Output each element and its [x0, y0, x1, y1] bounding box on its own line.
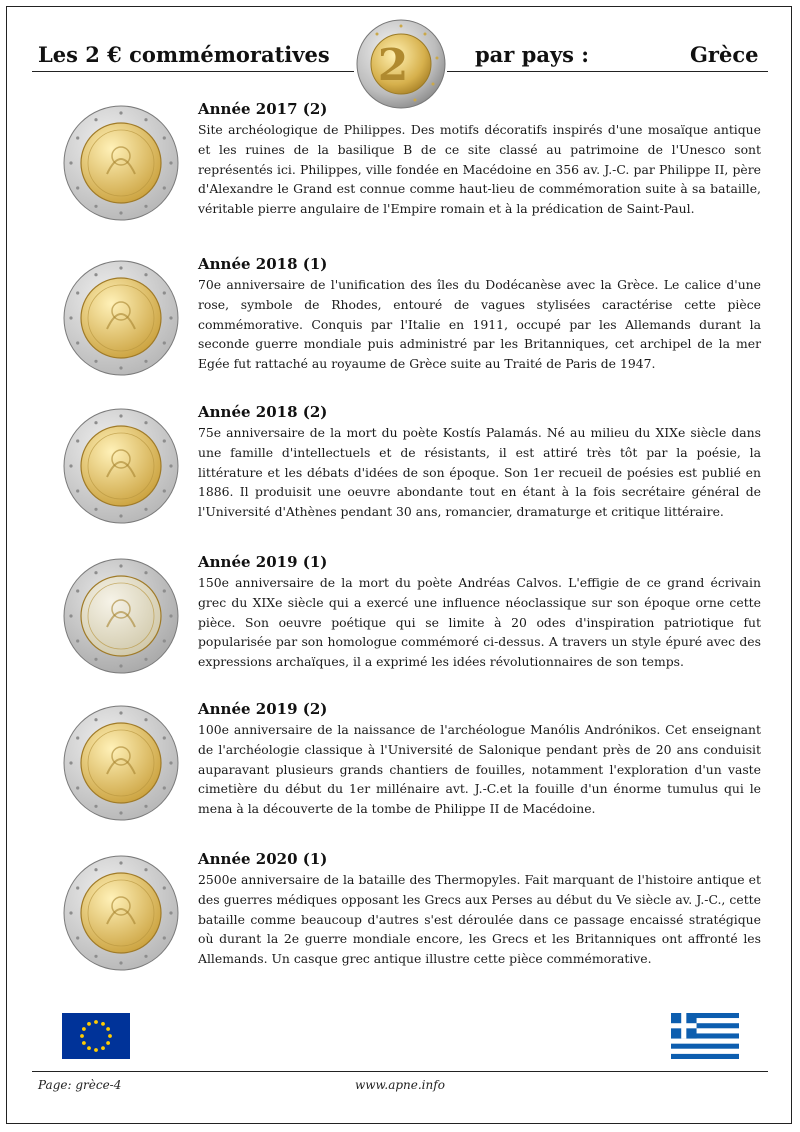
eu-star [82, 1041, 86, 1045]
eu-star [94, 1020, 98, 1024]
footer-rule [32, 1071, 768, 1072]
eu-star [106, 1041, 110, 1045]
footer-page: Page: grèce-4 [38, 1078, 122, 1092]
entry-description: 70e anniversaire de l'unification des îles du Dodécanèse avec la Grèce. Le calice d'une rose, symbole de Rhodes, entouré de vagues stylisées caractérise cette pièce commémorative. Conquis par l'Italie en 1911, occupé par les Allemands durant la seconde guerre mondiale puis administré par les Britanniques, cet archipel de la mer Egée fut rattaché au royaume de Grèce suite au Traité de Paris de 1947. [198, 277, 761, 372]
entry-description: 100e anniversaire de la naissance de l'archéologue Manólis Andrónikos. Cet enseignant de l'archéologie classique à l'Université de Salonique pendant près de 20 ans conduisit auparavant plusieurs grands chantiers de fouilles, notamment l'exploration d'un vaste cimetière du début du 1er millénaire avt. J.-C.et la fouille d'un énorme tumulus qui le mena à la découverte de la tombe de Philippe II de Macédoine. [198, 722, 761, 817]
eu-star [106, 1027, 110, 1031]
header-country: Grèce [690, 42, 759, 67]
eu-star [108, 1034, 112, 1038]
eu-star [101, 1046, 105, 1050]
entry-description: 2500e anniversaire de la bataille des Thermopyles. Fait marquant de l'histoire antique et des guerres médiques opposant les Grecs aux Perses au début du Ve siècle av. J.-C., cette bataille comme beaucoup d'autres s'est déroulée dans ce passage encaissé stratégique où durant la 2e guerre mondiale encore, les Grecs et les Britanniques ont affronté les Allemands. Un casque grec antique illustre cette pièce commémorative. [198, 872, 761, 967]
eu-star [101, 1022, 105, 1026]
footer-site[interactable]: www.apne.info [355, 1078, 445, 1092]
eu-flag-icon [62, 1013, 130, 1059]
entry-description: 150e anniversaire de la mort du poète Andréas Calvos. L'effigie de ce grand écrivain grec du XIXe siècle qui a exercé une influence néoclassique sur son époque orne cette pièce. Son oeuvre poétique qui se limite à 20 odes d'inspiration patriotique fut popularisée par son homologue commémoré ci-dessus. A travers un style épuré avec des expressions archaïques, il a exprimé les idées révolutionnaires de son temps. [198, 575, 761, 670]
coin-image [62, 704, 180, 822]
header-coin-numeral: 2 [377, 40, 409, 91]
entry-title: Année 2018 (2) [198, 403, 328, 421]
coin-image [62, 557, 180, 675]
coin-image [62, 104, 180, 222]
header-rule-right [447, 71, 768, 72]
entry-description: Site archéologique de Philippes. Des motifs décoratifs inspirés d'une mosaïque antique et les ruines de la basilique B de ce site classé au patrimoine de l'Unesco sont représentés ici. Philippes, ville fondée en Macédoine en 356 av. J.-C. par Philippe II, père d'Alexandre le Grand est connue comme haut-lieu de commémoration suite à sa bataille, véritable pierre angulaire de l'Empire romain et à la prédication de Saint-Paul. [198, 122, 761, 217]
entry-title: Année 2019 (1) [198, 553, 328, 571]
entry-title: Année 2020 (1) [198, 850, 328, 868]
eu-star [87, 1022, 91, 1026]
eu-star [82, 1027, 86, 1031]
greek-flag-icon [671, 1013, 739, 1059]
eu-star [94, 1048, 98, 1052]
entry-title: Année 2018 (1) [198, 255, 328, 273]
entry-title: Année 2017 (2) [198, 100, 328, 118]
header-coin-icon [355, 18, 447, 110]
coin-image [62, 407, 180, 525]
coin-image [62, 259, 180, 377]
coin-image [62, 854, 180, 972]
header-title: Les 2 € commémoratives [38, 42, 330, 67]
eu-star [80, 1034, 84, 1038]
entry-title: Année 2019 (2) [198, 700, 328, 718]
header-subtitle: par pays : [475, 42, 590, 67]
eu-star [87, 1046, 91, 1050]
entry-description: 75e anniversaire de la mort du poète Kostís Palamás. Né au milieu du XIXe siècle dans une famille d'intellectuels et de résistants, il est attiré très tôt par la poésie, la littérature et les débats d'idées de son époque. Son 1er recueil de poésies est publié en 1886. Il produisit une oeuvre abondante tout en étant à la fois secrétaire général de l'Université d'Athènes pendant 30 ans, romancier, dramaturge et critique littéraire. [198, 425, 761, 520]
header-rule-left [32, 71, 354, 72]
